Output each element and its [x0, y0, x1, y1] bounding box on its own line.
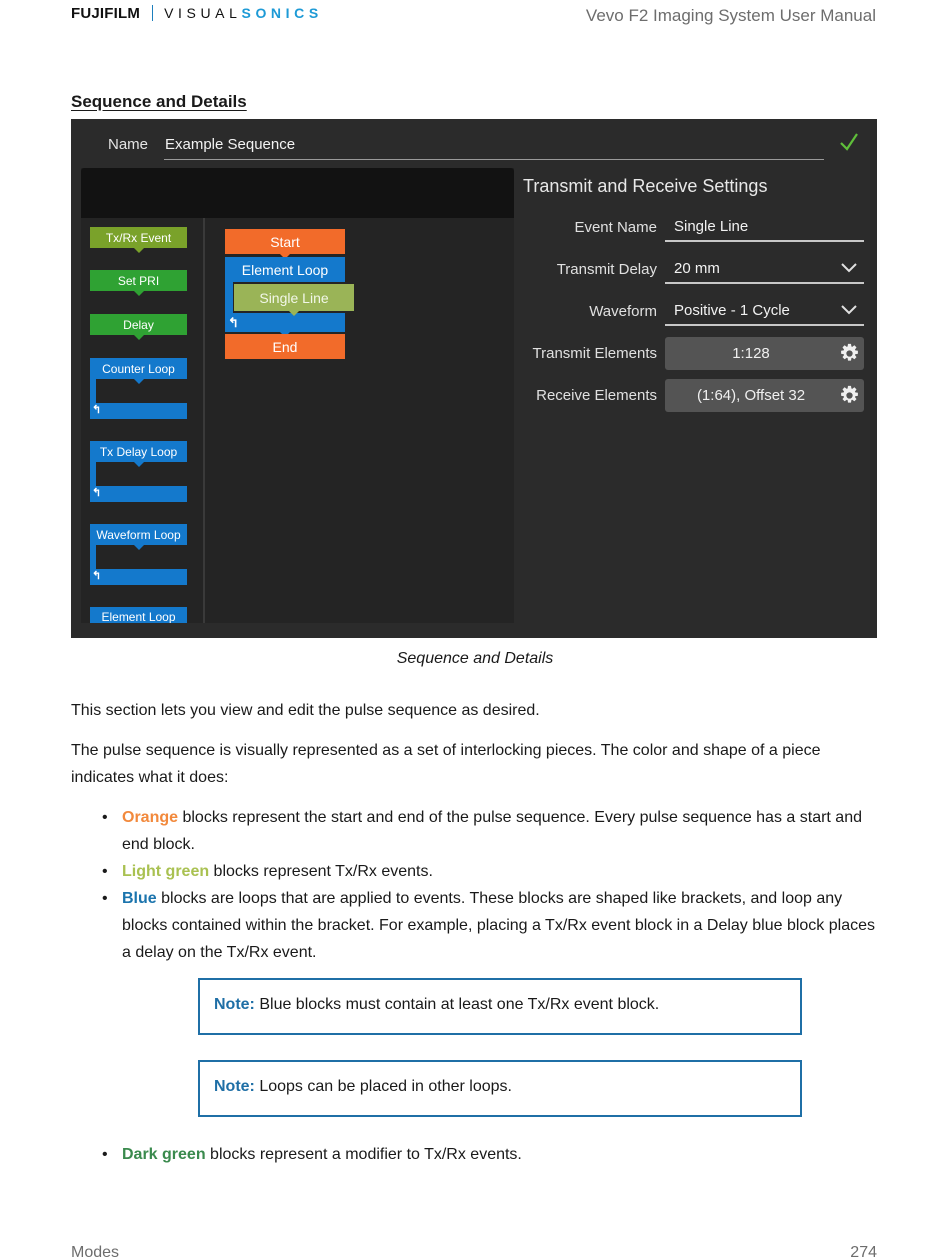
- palette-block-label: Waveform Loop: [96, 527, 181, 542]
- sequence-editor-panel: [71, 119, 877, 638]
- block-color-list: [71, 804, 881, 966]
- receive-elements-value: (1:64), Offset 32: [696, 387, 806, 404]
- loop-return-icon: ↰: [92, 487, 102, 499]
- palette-counter-loop-block[interactable]: [90, 358, 187, 379]
- gear-icon[interactable]: [839, 343, 860, 364]
- transmit-elements-label: Transmit Elements: [532, 345, 657, 362]
- list-item: [71, 885, 881, 966]
- list-item-text: blocks represent the start and end of the pulse sequence. Every pulse sequence has a start and end block.: [122, 809, 862, 853]
- bullet-dot: •: [102, 809, 108, 826]
- loop-bracket-bottom: [225, 313, 345, 332]
- list-item: [71, 1141, 881, 1168]
- bullet-dot: •: [102, 863, 108, 880]
- palette-block-label: Element Loop: [101, 610, 176, 623]
- list-item: [71, 858, 881, 885]
- palette-element-loop-block[interactable]: [90, 607, 187, 623]
- block-notch: [134, 545, 144, 550]
- blue-key: Blue: [122, 890, 157, 907]
- sequence-element-loop-block[interactable]: [225, 257, 345, 282]
- sequence-canvas: [81, 168, 514, 623]
- note-box: [198, 978, 802, 1035]
- palette-txrx-event-block[interactable]: [90, 227, 187, 248]
- loop-bracket-bottom: [90, 403, 187, 419]
- block-label: Element Loop: [241, 261, 329, 278]
- paragraph-description: The pulse sequence is visually represented as a set of interlocking pieces. The color and shape of a piece indicates what it does:: [71, 742, 821, 786]
- sequence-start-block[interactable]: [225, 229, 345, 254]
- logo-divider: [152, 5, 153, 21]
- palette-block-label: Tx/Rx Event: [105, 230, 172, 245]
- logo-sonics: SONICS: [241, 5, 323, 21]
- loop-return-icon: ↰: [92, 404, 102, 416]
- receive-elements-label: Receive Elements: [536, 387, 657, 404]
- note-box: [198, 1060, 802, 1117]
- figure-caption: Sequence and Details: [396, 650, 554, 667]
- palette-block-label: Delay: [123, 317, 154, 332]
- footer-section: Modes: [71, 1244, 120, 1260]
- transmit-delay-select[interactable]: [665, 257, 864, 284]
- sequence-name-field[interactable]: Example Sequence: [164, 133, 824, 160]
- sequence-end-block[interactable]: [225, 334, 345, 359]
- block-notch: [134, 379, 144, 384]
- block-notch: [134, 248, 144, 253]
- logo-brand: FUJIFILM: [71, 4, 141, 22]
- block-label: End: [272, 338, 298, 355]
- logo-visual: VISUAL: [164, 5, 242, 21]
- palette-block-label: Counter Loop: [102, 361, 175, 376]
- chevron-down-icon: [841, 305, 857, 315]
- company-logo: [71, 4, 323, 22]
- note-label: Note:: [214, 1078, 255, 1095]
- bullet-dot: •: [102, 890, 108, 907]
- checkmark-icon[interactable]: [839, 131, 859, 153]
- transmit-elements-button[interactable]: [665, 337, 864, 370]
- block-label: Single Line: [259, 289, 329, 306]
- settings-title: Transmit and Receive Settings: [523, 176, 768, 196]
- light-green-key: Light green: [122, 863, 210, 880]
- palette-delay-block[interactable]: [90, 314, 187, 335]
- page-number: 274: [850, 1244, 877, 1260]
- palette-divider: [203, 218, 205, 623]
- receive-elements-button[interactable]: [665, 379, 864, 412]
- orange-key: Orange: [122, 809, 179, 826]
- gear-icon[interactable]: [839, 385, 860, 406]
- list-item: [71, 804, 881, 858]
- transmit-delay-label: Transmit Delay: [556, 261, 657, 278]
- block-notch: [134, 462, 144, 467]
- palette-block-label: Set PRI: [117, 273, 160, 288]
- waveform-label: Waveform: [589, 303, 657, 320]
- block-notch: [289, 311, 299, 316]
- palette-waveform-loop-block[interactable]: [90, 524, 187, 545]
- modifier-list: [71, 1141, 881, 1168]
- event-name-field[interactable]: Single Line: [665, 215, 864, 242]
- palette-set-pri-block[interactable]: [90, 270, 187, 291]
- note-text: Blue blocks must contain at least one Tx/Rx event block.: [254, 996, 660, 1013]
- loop-return-icon: ↰: [228, 315, 239, 330]
- name-label: Name: [108, 136, 149, 153]
- transmit-delay-value: 20 mm: [674, 260, 720, 277]
- loop-bracket-bottom: [90, 486, 187, 502]
- note-label: Note:: [214, 996, 255, 1013]
- block-label: Start: [270, 233, 300, 250]
- transmit-elements-value: 1:128: [732, 345, 770, 362]
- chevron-down-icon: [841, 263, 857, 273]
- paragraph-intro: This section lets you view and edit the pulse sequence as desired.: [71, 702, 540, 719]
- event-name-label: Event Name: [574, 219, 657, 236]
- section-title: Sequence and Details: [71, 92, 247, 111]
- block-notch: [134, 291, 144, 296]
- bullet-dot: •: [102, 1146, 108, 1163]
- list-item-text: blocks represent a modifier to Tx/Rx events.: [205, 1146, 522, 1163]
- palette-tx-delay-loop-block[interactable]: [90, 441, 187, 462]
- waveform-value: Positive - 1 Cycle: [674, 302, 790, 319]
- sequence-single-line-block[interactable]: [234, 284, 354, 311]
- palette-block-label: Tx Delay Loop: [99, 444, 178, 459]
- note-text: Loops can be placed in other loops.: [254, 1078, 512, 1095]
- dark-green-key: Dark green: [122, 1146, 206, 1163]
- loop-bracket-bottom: [90, 569, 187, 585]
- block-notch: [134, 335, 144, 340]
- loop-return-icon: ↰: [92, 570, 102, 582]
- document-title: Vevo F2 Imaging System User Manual: [585, 6, 876, 25]
- list-item-text: blocks are loops that are applied to events. These blocks are shaped like brackets, and loop any blocks contained within the bracket. For example, placing a Tx/Rx event block in a Delay blue block places a delay on the Tx/Rx event.: [122, 890, 875, 961]
- waveform-select[interactable]: [665, 299, 864, 326]
- list-item-text: blocks represent Tx/Rx events.: [209, 863, 433, 880]
- canvas-header-bar: [81, 168, 514, 218]
